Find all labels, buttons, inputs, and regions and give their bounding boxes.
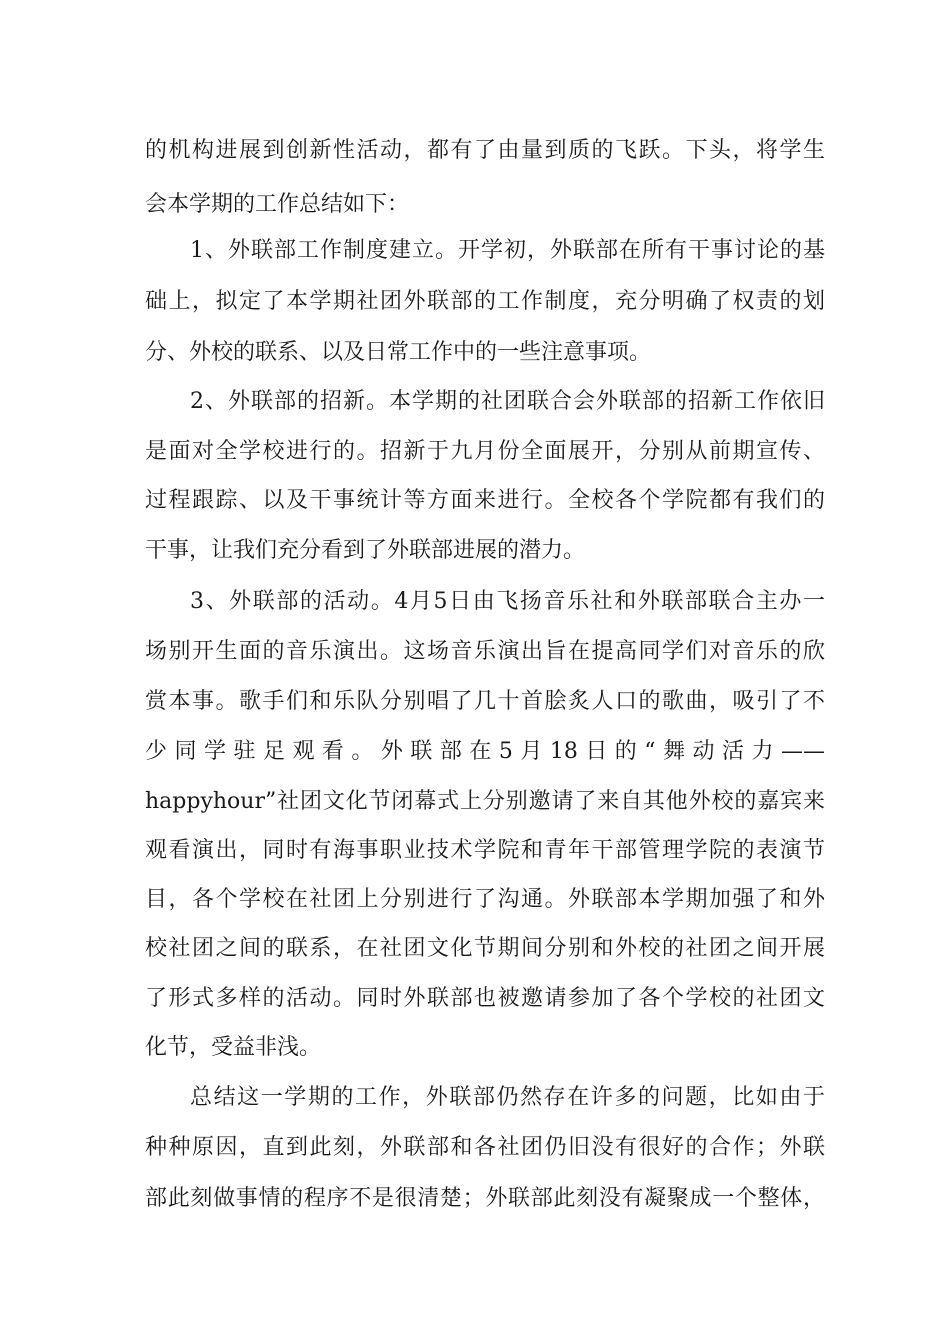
text-line: 部此刻做事情的程序不是很清楚；外联部此刻没有凝聚成一个整体，	[145, 1186, 825, 1211]
text-line: 目，各个学校在社团上分别进行了沟通。外联部本学期加强了和外	[145, 887, 825, 912]
text-line: 会本学期的工作总结如下：	[145, 192, 410, 217]
text-line: 是面对全学校进行的。招新于九月份全面展开，分别从前期宣传、	[145, 439, 825, 464]
text-line: 的机构进展到创新性活动，都有了由量到质的飞跃。下头，将学生	[145, 138, 825, 163]
text-line: 干事，让我们充分看到了外联部进展的潜力。	[145, 538, 586, 563]
text-line: 总结这一学期的工作，外联部仍然存在许多的问题，比如由于	[190, 1085, 825, 1110]
text-line: 种种原因，直到此刻，外联部和各社团仍旧没有很好的合作；外联	[145, 1135, 825, 1160]
text-line: 化节，受益非浅。	[145, 1035, 322, 1060]
text-line: 1、外联部工作制度建立。开学初，外联部在所有干事讨论的基	[190, 238, 825, 263]
text-line: 分、外校的联系、以及日常工作中的一些注意事项。	[145, 340, 652, 365]
text-line: 础上，拟定了本学期社团外联部的工作制度，充分明确了权责的划	[145, 289, 825, 314]
text-line: 3、外联部的活动。4月5日由飞扬音乐社和外联部联合主办一	[190, 589, 825, 614]
text-line: 少同学驻足观看。外联部在5月18日的“舞动活力——	[145, 739, 825, 764]
text-line: 校社团之间的联系，在社团文化节期间分别和外校的社团之间开展	[145, 936, 825, 961]
text-line: happyhour”社团文化节闭幕式上分别邀请了来自其他外校的嘉宾来	[145, 789, 825, 814]
text-line: 赏本事。歌手们和乐队分别唱了几十首脍炙人口的歌曲，吸引了不	[145, 689, 825, 714]
text-line: 观看演出，同时有海事职业技术学院和青年干部管理学院的表演节	[145, 838, 825, 863]
text-line: 2、外联部的招新。本学期的社团联合会外联部的招新工作依旧	[190, 389, 825, 414]
text-line: 场别开生面的音乐演出。这场音乐演出旨在提高同学们对音乐的欣	[145, 639, 825, 664]
text-line: 过程跟踪、以及干事统计等方面来进行。全校各个学院都有我们的	[145, 488, 825, 513]
text-line: 了形式多样的活动。同时外联部也被邀请参加了各个学校的社团文	[145, 986, 825, 1011]
